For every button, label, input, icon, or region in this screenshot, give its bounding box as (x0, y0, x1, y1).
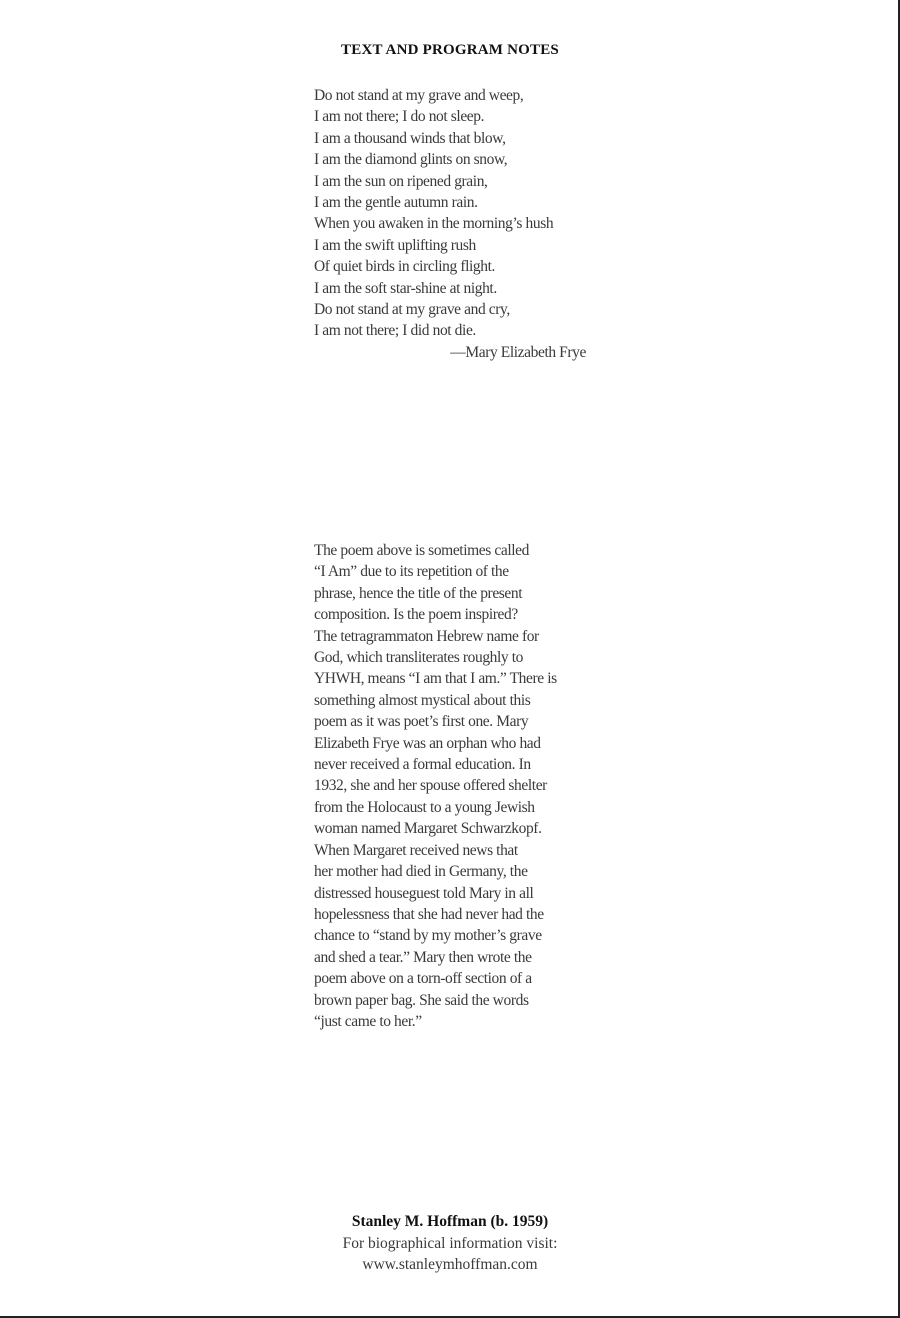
notes-line: composition. Is the poem inspired? (314, 606, 518, 624)
notes-line: hopelessness that she had never had the (314, 905, 544, 923)
poem-line: I am the swift uplifting rush (314, 236, 476, 254)
notes-line: distressed houseguest told Mary in all (314, 884, 534, 902)
notes-line: “I Am” due to its repetition of the (314, 563, 509, 581)
notes-line: chance to “stand by my mother’s grave (314, 927, 542, 945)
notes-line: When Margaret received news that (314, 841, 518, 859)
notes-line: The poem above is sometimes called (314, 542, 529, 559)
composer-name: Stanley M. Hoffman (b. 1959) (351, 1213, 549, 1230)
poem-line: When you awaken in the morning’s hush (314, 215, 554, 233)
poem-line: Do not stand at my grave and weep, (314, 87, 524, 104)
poem-line: I am the gentle autumn rain. (314, 194, 478, 212)
notes-line: 1932, she and her spouse offered shelter (314, 777, 547, 795)
program-notes (314, 540, 589, 1032)
poem-line: I am the diamond glints on snow, (314, 151, 508, 169)
notes-line: her mother had died in Germany, the (314, 863, 528, 881)
notes-line: poem above on a torn-off section of a (314, 970, 532, 988)
notes-line: never received a formal education. In (314, 756, 531, 774)
notes-line: Elizabeth Frye was an orphan who had (314, 734, 541, 752)
notes-line: and shed a tear.” Mary then wrote the (314, 948, 532, 966)
poem-line: I am not there; I did not die. (314, 322, 476, 340)
notes-line: God, which transliterates roughly to (314, 649, 524, 667)
composer-info (0, 1211, 900, 1276)
notes-line: The tetragrammaton Hebrew name for (314, 627, 539, 645)
poem-line: Do not stand at my grave and cry, (314, 301, 510, 319)
poem-line: Of quiet birds in circling flight. (314, 258, 495, 276)
notes-line: YHWH, means “I am that I am.” There is (314, 670, 557, 688)
notes-line: poem as it was poet’s first one. Mary (314, 713, 529, 731)
poem-line: I am the soft star-shine at night. (314, 279, 497, 297)
poem-line: I am a thousand winds that blow, (314, 129, 506, 147)
notes-line: phrase, hence the title of the present (314, 584, 523, 602)
composer-website: www.stanleymhoffman.com (362, 1256, 538, 1273)
notes-line: woman named Margaret Schwarzkopf. (314, 820, 542, 838)
poem-attribution: —Mary Elizabeth Frye (450, 343, 586, 361)
section-heading: TEXT AND PROGRAM NOTES (341, 42, 559, 58)
notes-line: brown paper bag. She said the words (314, 991, 529, 1009)
notes-line: “just came to her.” (314, 1012, 422, 1030)
poem-block (314, 85, 586, 363)
notes-line: something almost mystical about this (314, 691, 531, 709)
bio-info-label: For biographical information visit: (342, 1234, 558, 1252)
notes-line: from the Holocaust to a young Jewish (314, 798, 535, 816)
poem-line: I am the sun on ripened grain, (314, 172, 488, 190)
poem-line: I am not there; I do not sleep. (314, 108, 485, 126)
